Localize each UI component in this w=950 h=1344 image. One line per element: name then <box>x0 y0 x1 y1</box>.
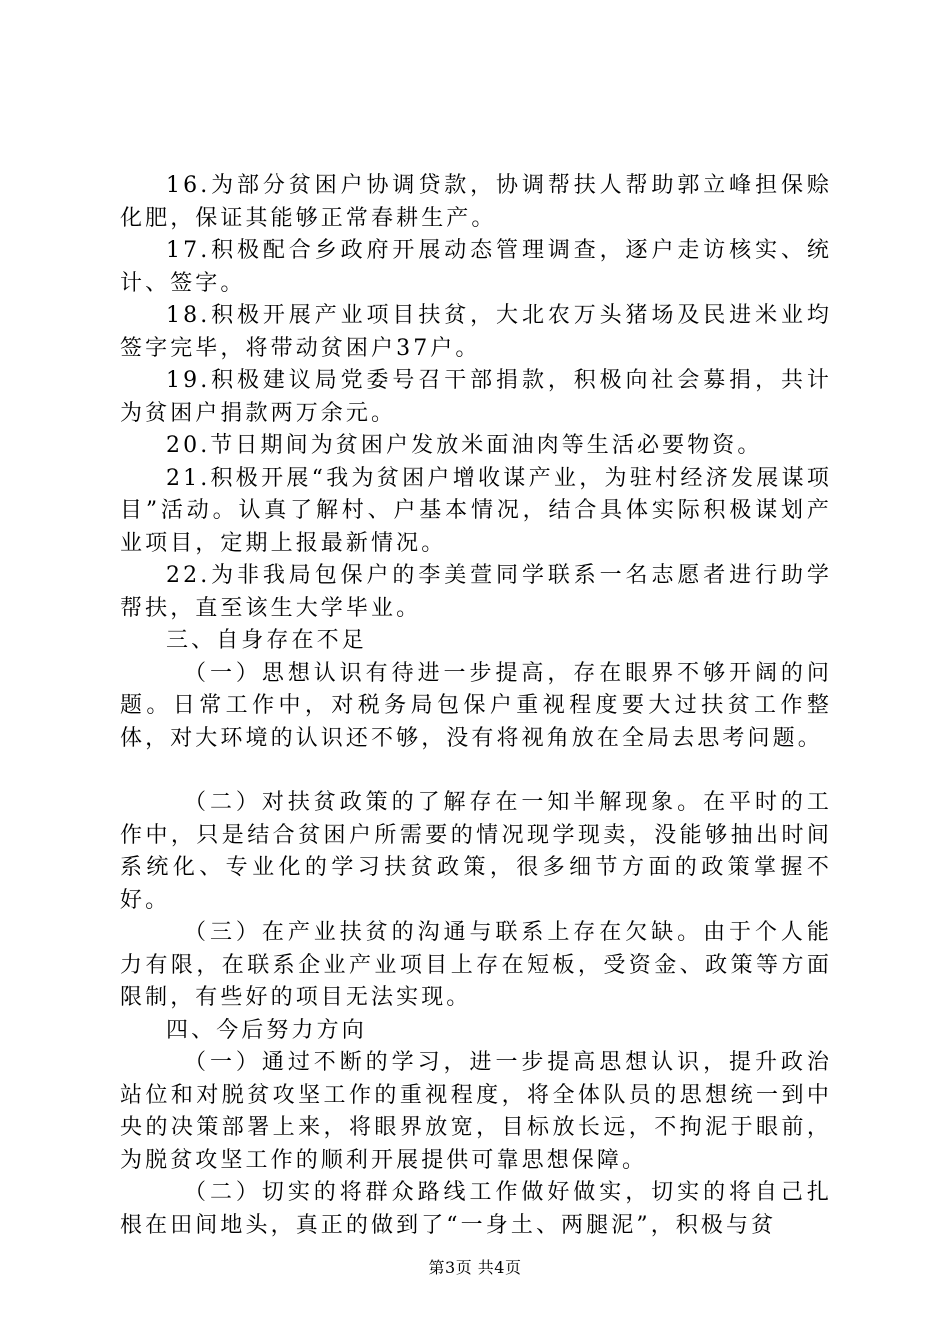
page-number-footer: 第3页 共4页 <box>428 1258 522 1277</box>
paragraph-item-19: 19.积极建议局党委号召干部捐款，积极向社会募捐，共计为贫困户捐款两万余元。 <box>120 368 832 426</box>
paragraph-item-17: 17.积极配合乡政府开展动态管理调查，逐户走访核实、统计、签字。 <box>120 238 832 296</box>
section-heading-future-direction: 四、今后努力方向 <box>166 1017 367 1043</box>
direction-paragraph-1: （一）通过不断的学习，进一步提高思想认识，提升政治站位和对脱贫攻坚工作的重视程度，将全体队员的思想统一到中央的决策部署上来，将眼界放宽，目标放长远，不拘泥于眼前，为脱贫攻坚工作的顺利开展提供可靠思想保障。 <box>120 1050 832 1173</box>
paragraph-item-22: 22.为非我局包保户的李美萱同学联系一名志愿者进行助学帮扶，直至该生大学毕业。 <box>120 563 832 621</box>
section-heading-shortcomings: 三、自身存在不足 <box>166 628 367 653</box>
document-body <box>120 170 832 1242</box>
shortcoming-paragraph-2: （二）对扶贫政策的了解存在一知半解现象。在平时的工作中，只是结合贫困户所需要的情况现学现卖，没能够抽出时间系统化、专业化的学习扶贫政策，很多细节方面的政策掌握不好。 <box>120 790 832 913</box>
paragraph-item-16: 16.为部分贫困户协调贷款，协调帮扶人帮助郭立峰担保赊化肥，保证其能够正常春耕生产。 <box>120 173 832 231</box>
shortcoming-paragraph-3: （三）在产业扶贫的沟通与联系上存在欠缺。由于个人能力有限，在联系企业产业项目上存在短板，受资金、政策等方面限制，有些好的项目无法实现。 <box>120 920 832 1010</box>
direction-paragraph-2: （二）切实的将群众路线工作做好做实，切实的将自己扎根在田间地头，真正的做到了“一身土、两腿泥”，积极与贫 <box>120 1180 832 1238</box>
shortcoming-paragraph-1: （一）思想认识有待进一步提高，存在眼界不够开阔的问题。日常工作中，对税务局包保户重视程度要大过扶贫工作整体，对大环境的认识还不够，没有将视角放在全局去思考问题。 <box>120 660 832 751</box>
paragraph-item-21: 21.积极开展“我为贫困户增收谋产业，为驻村经济发展谋项目”活动。认真了解村、户基本情况，结合具体实际积极谋划产业项目，定期上报最新情况。 <box>120 465 832 556</box>
paragraph-item-20: 20.节日期间为贫困户发放米面油肉等生活必要物资。 <box>166 433 763 458</box>
paragraph-item-18: 18.积极开展产业项目扶贫，大北农万头猪场及民进米业均签字完毕，将带动贫困户37户。 <box>120 303 832 361</box>
